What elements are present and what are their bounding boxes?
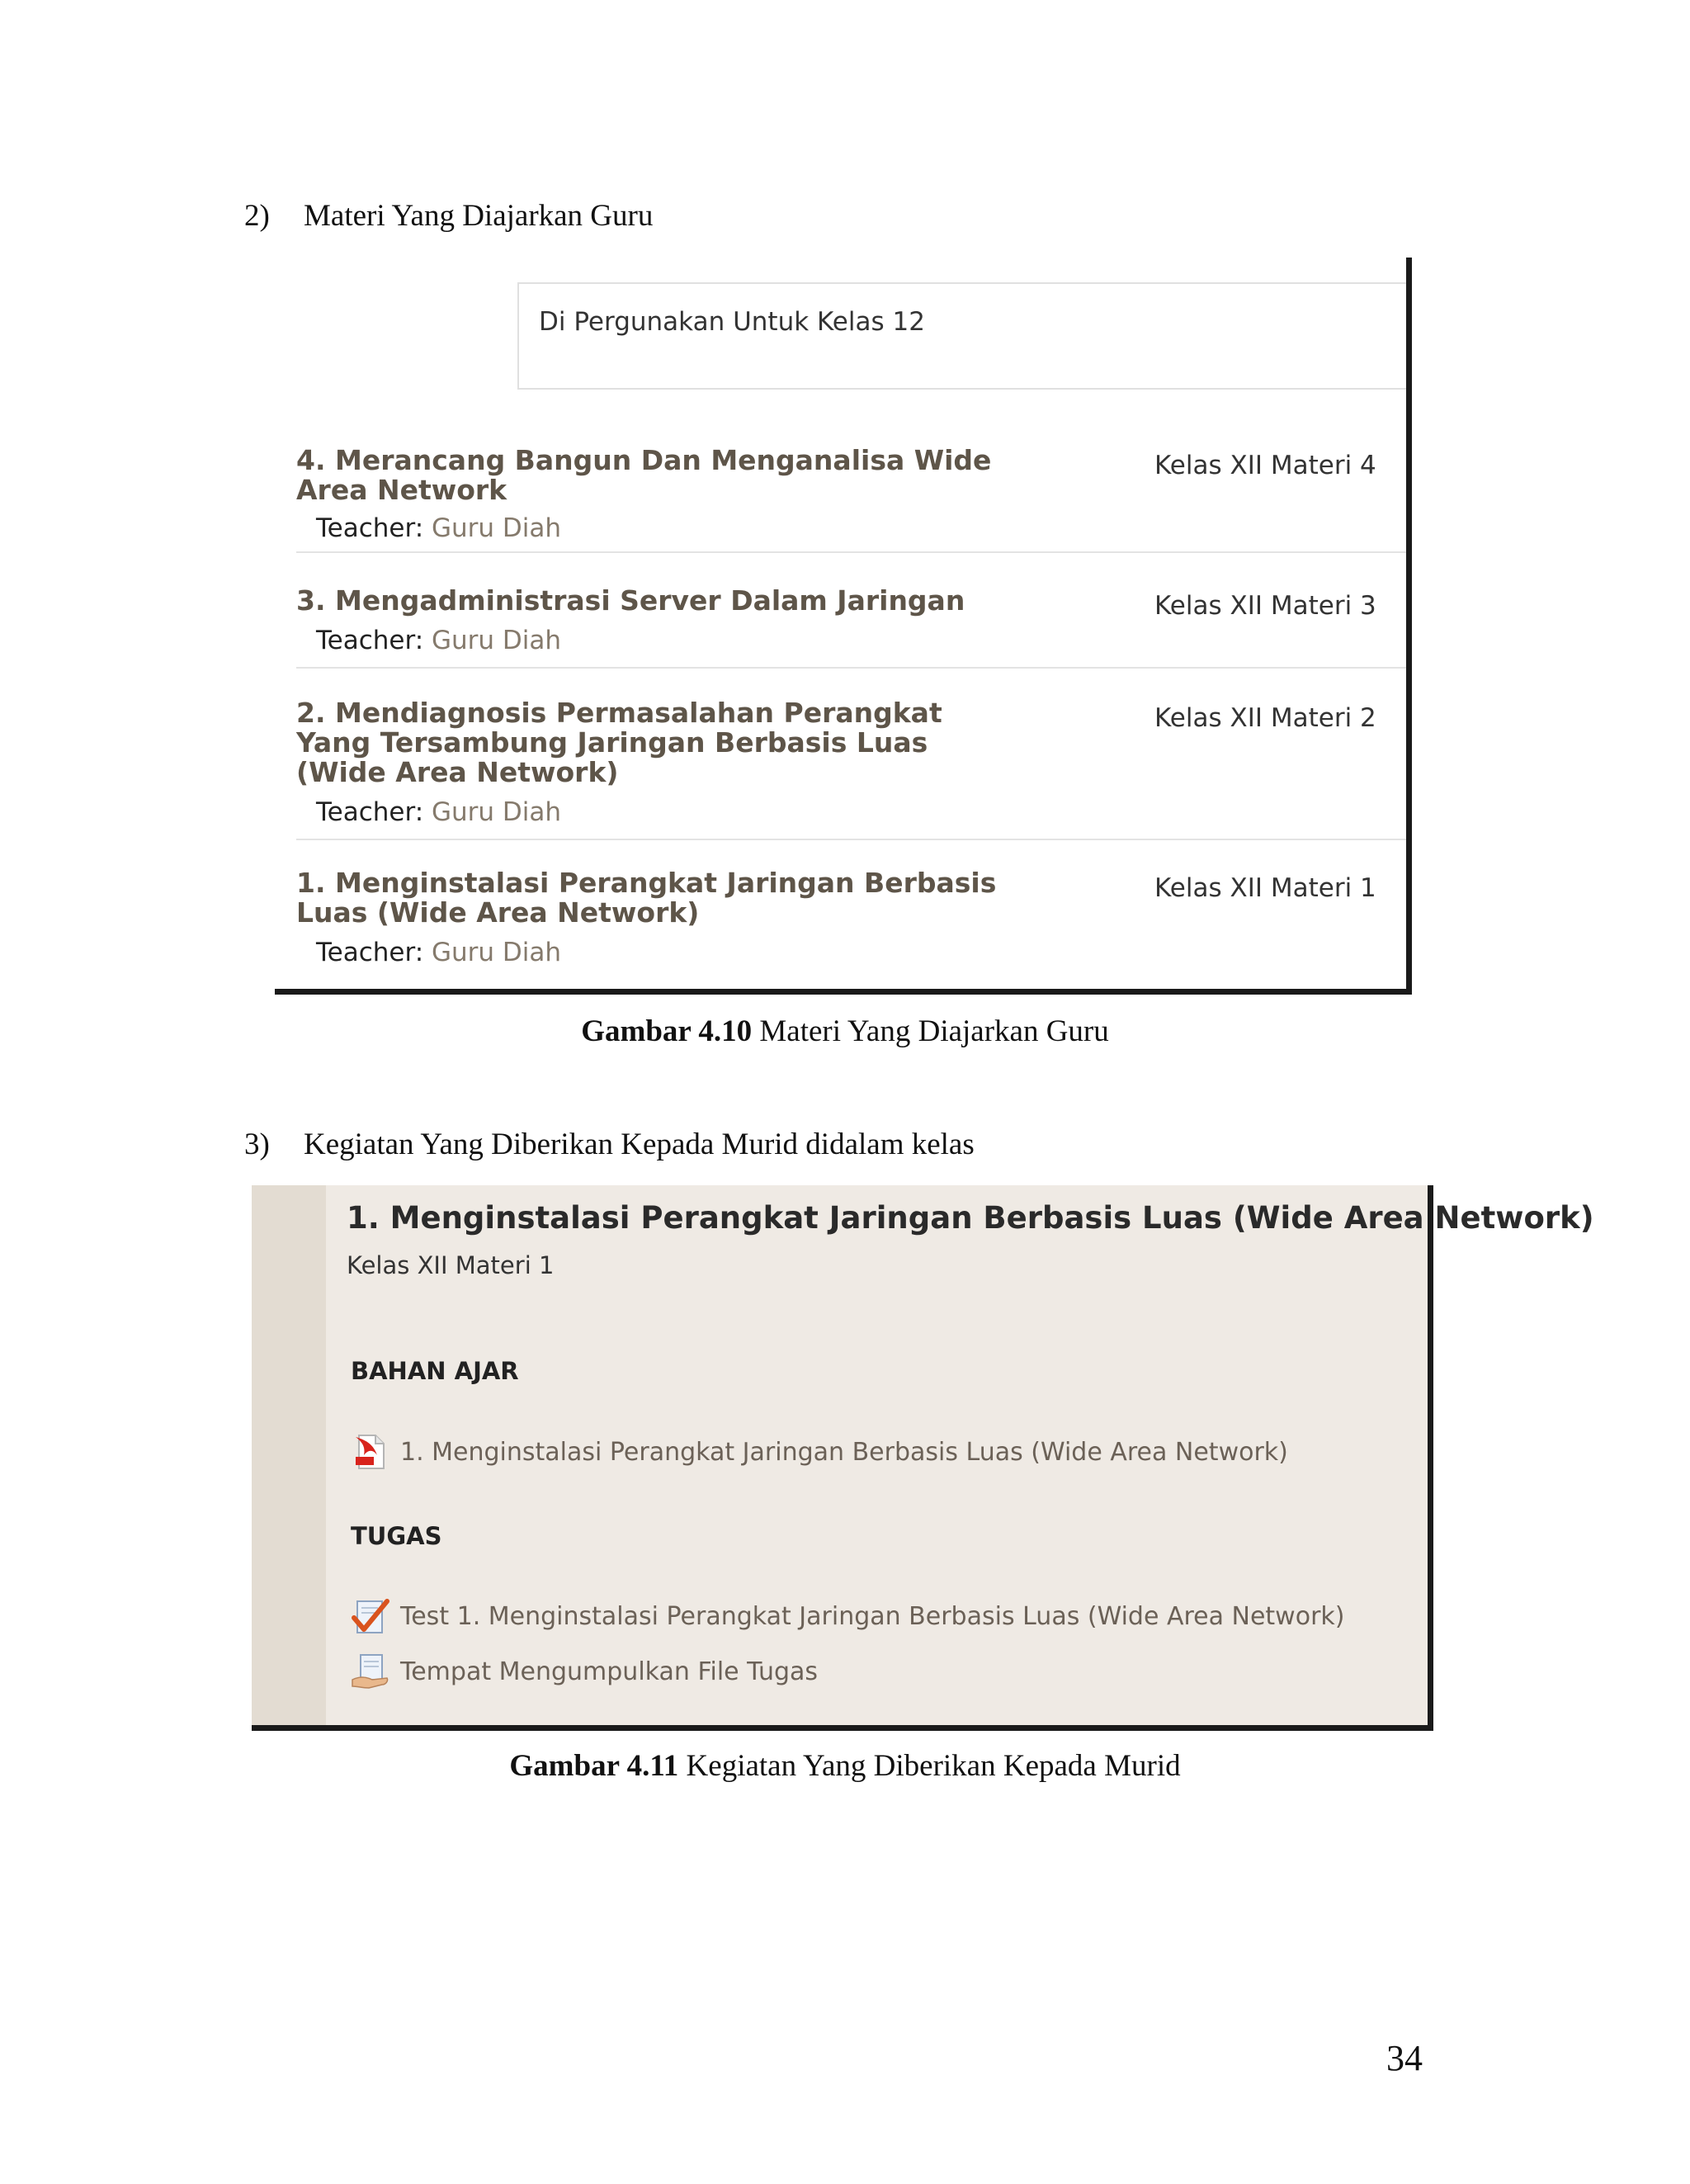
course-teacher bbox=[316, 797, 561, 827]
course-item[interactable] bbox=[296, 586, 1406, 669]
quiz-activity[interactable] bbox=[351, 1595, 1344, 1637]
section-heading-3 bbox=[244, 1127, 975, 1162]
teacher-label: Teacher: bbox=[316, 797, 424, 827]
section-side-strip bbox=[252, 1185, 326, 1725]
caption-text: Kegiatan Yang Diberikan Kepada Murid bbox=[678, 1749, 1181, 1783]
teacher-name-link[interactable]: Guru Diah bbox=[432, 797, 562, 827]
course-teacher bbox=[316, 626, 561, 655]
section-title: 1. Menginstalasi Perangkat Jaringan Berbasis Luas (Wide Area Network) bbox=[347, 1200, 1594, 1236]
course-item[interactable] bbox=[296, 446, 1406, 553]
caption-label: Gambar 4.11 bbox=[509, 1749, 679, 1783]
tugas-label: TUGAS bbox=[351, 1522, 442, 1550]
category-summary-text: Di Pergunakan Untuk Kelas 12 bbox=[539, 307, 925, 337]
teacher-name-link[interactable]: Guru Diah bbox=[432, 938, 562, 967]
assignment-upload-icon bbox=[351, 1652, 390, 1691]
course-link[interactable]: 1. Menginstalasi Perangkat Jaringan Berbasis Luas (Wide Area Network) bbox=[296, 867, 997, 929]
course-list-screenshot bbox=[275, 258, 1412, 995]
teacher-label: Teacher: bbox=[316, 626, 424, 655]
section-title: Kegiatan Yang Diberikan Kepada Murid didalam kelas bbox=[304, 1127, 975, 1161]
teacher-label: Teacher: bbox=[316, 513, 424, 543]
figure-caption-4-11 bbox=[0, 1748, 1690, 1784]
assignment-activity[interactable] bbox=[351, 1651, 818, 1692]
section-heading-2 bbox=[244, 198, 653, 234]
teacher-label: Teacher: bbox=[316, 938, 424, 967]
caption-label: Gambar 4.10 bbox=[581, 1014, 753, 1048]
page-number: 34 bbox=[1386, 2038, 1423, 2078]
figure-caption-4-10 bbox=[0, 1014, 1690, 1049]
section-number: 2) bbox=[244, 199, 270, 233]
section-number: 3) bbox=[244, 1127, 270, 1161]
pdf-file-icon bbox=[351, 1432, 390, 1472]
category-summary-box bbox=[517, 282, 1406, 390]
course-summary: Kelas XII Materi 4 bbox=[1154, 451, 1376, 480]
course-teacher bbox=[316, 513, 561, 543]
quiz-checkmark-icon bbox=[351, 1596, 390, 1636]
quiz-link[interactable]: Test 1. Menginstalasi Perangkat Jaringan Berbasis Luas (Wide Area Network) bbox=[400, 1601, 1345, 1631]
course-summary: Kelas XII Materi 1 bbox=[1154, 873, 1376, 903]
assignment-link[interactable]: Tempat Mengumpulkan File Tugas bbox=[400, 1657, 819, 1686]
section-title: Materi Yang Diajarkan Guru bbox=[304, 199, 654, 233]
course-section-screenshot bbox=[252, 1185, 1594, 1731]
section-summary: Kelas XII Materi 1 bbox=[347, 1251, 555, 1279]
resource-activity[interactable] bbox=[351, 1431, 1288, 1473]
caption-text: Materi Yang Diajarkan Guru bbox=[752, 1014, 1109, 1048]
course-item[interactable] bbox=[296, 868, 1406, 984]
bahan-ajar-label: BAHAN AJAR bbox=[351, 1357, 519, 1385]
course-link[interactable]: 4. Merancang Bangun Dan Menganalisa Wide Area Network bbox=[296, 444, 992, 506]
course-item[interactable] bbox=[296, 698, 1406, 840]
teacher-name-link[interactable]: Guru Diah bbox=[432, 513, 562, 543]
course-summary: Kelas XII Materi 3 bbox=[1154, 591, 1376, 621]
teacher-name-link[interactable]: Guru Diah bbox=[432, 626, 562, 655]
course-link[interactable]: 2. Mendiagnosis Permasalahan Perangkat Yang Tersambung Jaringan Berbasis Luas (Wide Area Network) bbox=[296, 697, 942, 788]
course-summary: Kelas XII Materi 2 bbox=[1154, 703, 1376, 733]
resource-link[interactable]: 1. Menginstalasi Perangkat Jaringan Berbasis Luas (Wide Area Network) bbox=[400, 1437, 1288, 1467]
course-teacher bbox=[316, 938, 561, 967]
course-link[interactable]: 3. Mengadministrasi Server Dalam Jaringan bbox=[296, 584, 965, 617]
